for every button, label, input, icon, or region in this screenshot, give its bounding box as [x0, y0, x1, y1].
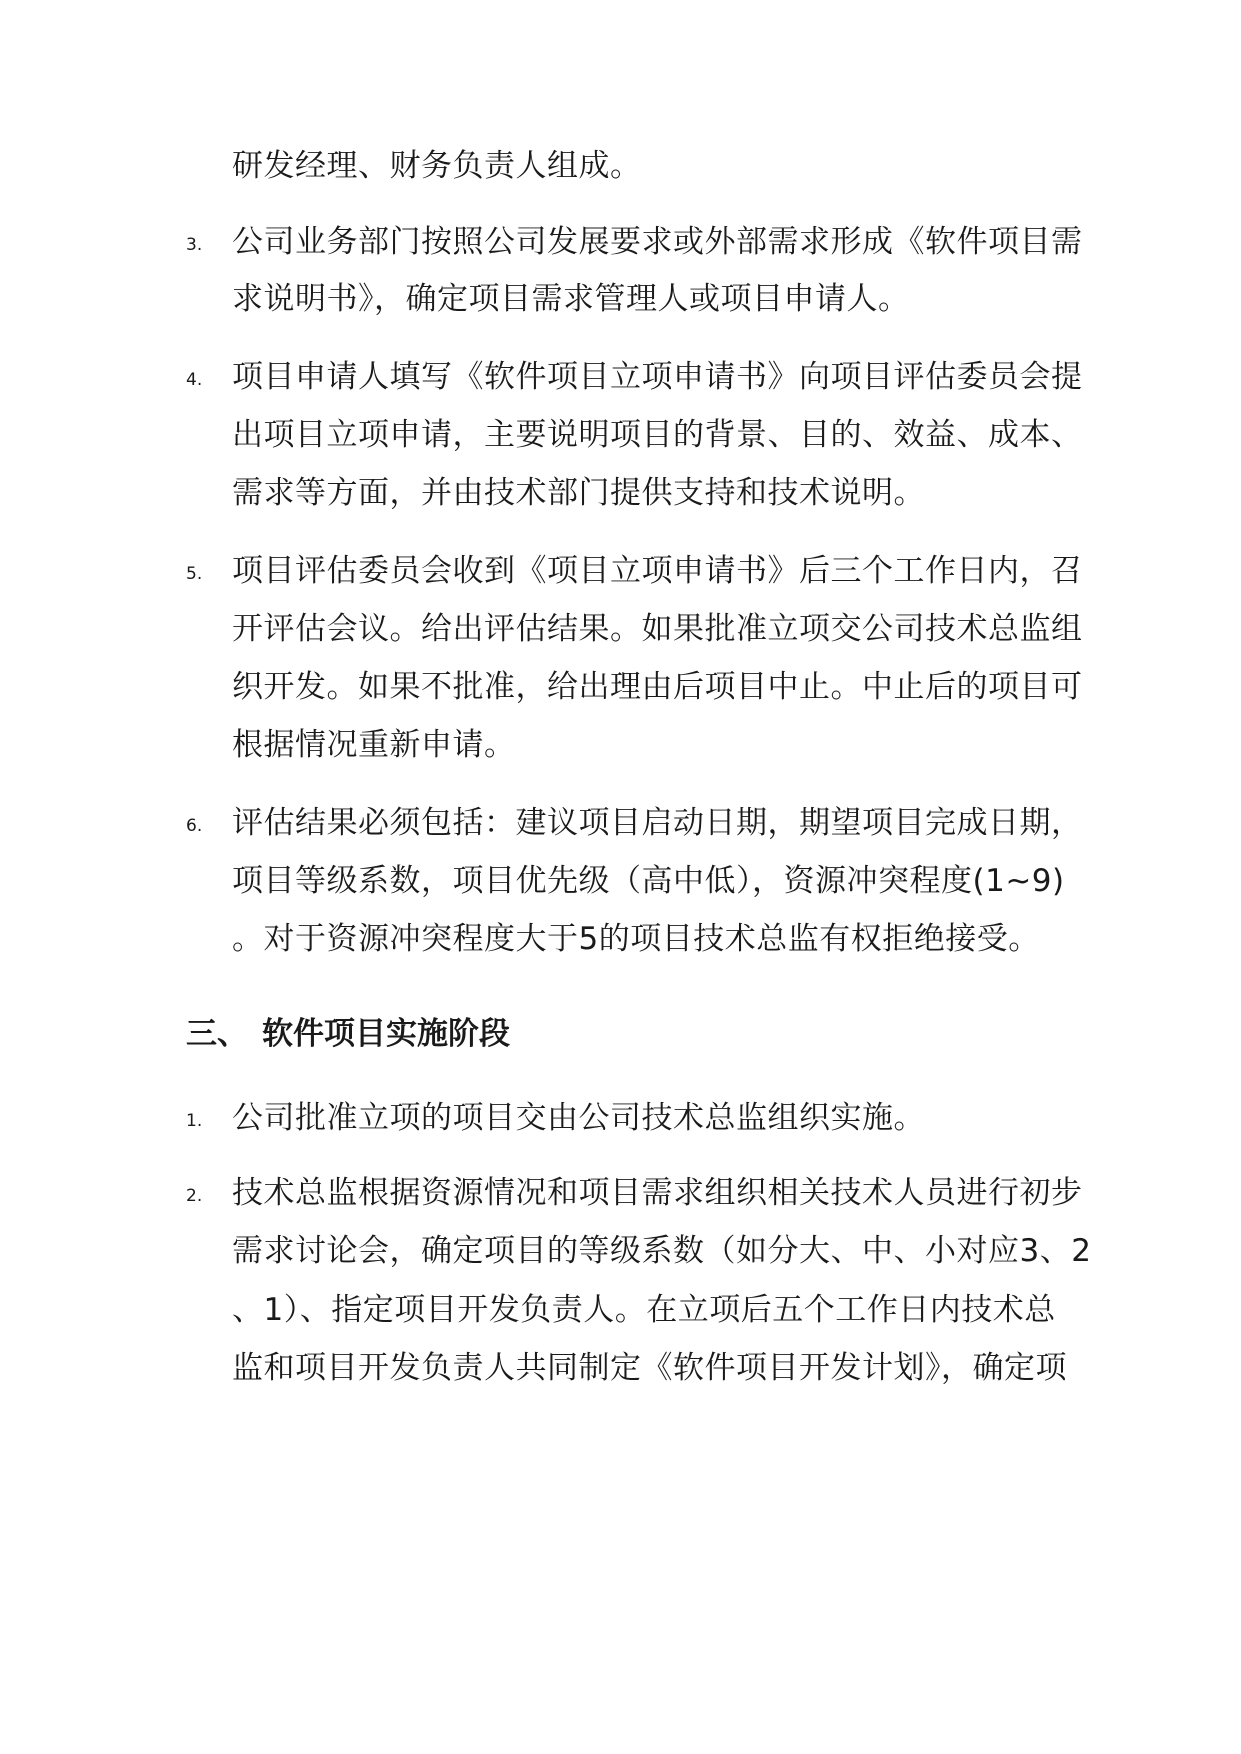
paragraph-line: 织开发。如果不批准，给出理由后项目中止。中止后的项目可: [232, 669, 1083, 705]
paragraph-line: 研发经理、财务负责人组成。: [232, 148, 642, 184]
paragraph-line: 项目申请人填写《软件项目立项申请书》向项目评估委员会提: [232, 359, 1083, 395]
paragraph-line: 公司批准立项的项目交由公司技术总监组织实施。: [232, 1100, 925, 1136]
list-number: 3.: [186, 235, 203, 255]
paragraph-line: 项目等级系数，项目优先级（高中低），资源冲突程度(1~9): [232, 863, 1065, 899]
section-title: 软件项目实施阶段: [262, 1016, 510, 1052]
list-number: 1.: [186, 1111, 203, 1131]
section-heading: [186, 1014, 510, 1054]
paragraph-line: 评估结果必须包括：建议项目启动日期，期望项目完成日期，: [232, 805, 1083, 841]
paragraph-line: 需求等方面，并由技术部门提供支持和技术说明。: [232, 475, 925, 511]
paragraph-line: 根据情况重新申请。: [232, 727, 516, 763]
list-number: 4.: [186, 370, 203, 390]
list-number: 6.: [186, 816, 203, 836]
paragraph-line: 。对于资源冲突程度大于5的项目技术总监有权拒绝接受。: [232, 921, 1040, 957]
section-number: 三、: [186, 1016, 248, 1052]
list-number: 2.: [186, 1186, 203, 1206]
list-number: 5.: [186, 564, 203, 584]
paragraph-line: 出项目立项申请，主要说明项目的背景、目的、效益、成本、: [232, 417, 1083, 453]
paragraph-line: 监和项目开发负责人共同制定《软件项目开发计划》，确定项: [232, 1350, 1067, 1386]
paragraph-line: 公司业务部门按照公司发展要求或外部需求形成《软件项目需: [232, 224, 1083, 260]
paragraph-line: 技术总监根据资源情况和项目需求组织相关技术人员进行初步: [232, 1175, 1083, 1211]
paragraph-line: 开评估会议。给出评估结果。如果批准立项交公司技术总监组: [232, 611, 1083, 647]
paragraph-line: 求说明书》，确定项目需求管理人或项目申请人。: [232, 281, 910, 317]
paragraph-line: 需求讨论会，确定项目的等级系数（如分大、中、小对应3、2: [232, 1233, 1092, 1269]
paragraph-line: 项目评估委员会收到《项目立项申请书》后三个工作日内，召: [232, 553, 1083, 589]
paragraph-line: 、1）、指定项目开发负责人。在立项后五个工作日内技术总: [232, 1292, 1056, 1328]
